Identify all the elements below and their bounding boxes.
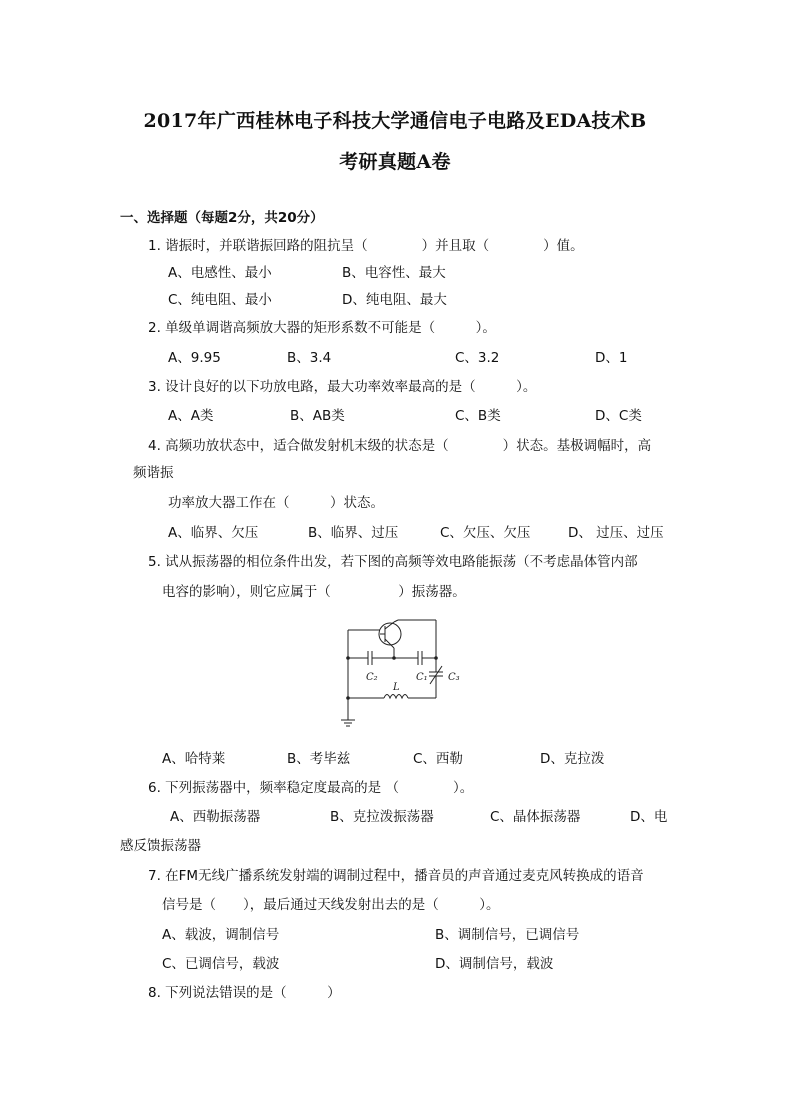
question-4-option-a: A、临界、欠压 [168, 525, 259, 541]
question-7-option-c: C、已调信号，载波 [162, 956, 280, 972]
question-2-option-b: B、3.4 [287, 350, 332, 366]
question-1-option-a: A、电感性、最小 [168, 265, 272, 281]
label-c3: C₃ [448, 672, 460, 683]
label-c2: C₂ [366, 672, 378, 683]
question-7-option-a: A、载波，调制信号 [162, 927, 280, 943]
question-4-option-b: B、临界、过压 [308, 525, 399, 541]
document-title-line2: 考研真题A卷 [339, 151, 451, 173]
question-7-option-b: B、调制信号，已调信号 [435, 927, 580, 943]
question-5-option-b: B、考毕兹 [287, 751, 351, 767]
question-6-stem: 6. 下列振荡器中，频率稳定度最高的是 （ ）。 [148, 780, 474, 796]
question-4-stem-line3: 功率放大器工作在（ ）状态。 [168, 495, 384, 511]
question-6-option-c: C、晶体振荡器 [490, 809, 581, 825]
question-4-stem-line1: 4. 高频功放状态中，适合做发射机末级的状态是（ ）状态。基极调幅时，高 [148, 438, 652, 454]
question-1-option-d: D、纯电阻、最大 [342, 292, 447, 308]
label-l: L [393, 682, 400, 693]
question-3-option-a: A、A类 [168, 408, 214, 424]
question-2-stem: 2. 单级单调谐高频放大器的矩形系数不可能是（ ）。 [148, 320, 496, 336]
question-6-option-d: D、电 [630, 809, 668, 825]
question-3-option-b: B、AB类 [290, 408, 345, 424]
question-5-option-a: A、哈特莱 [162, 751, 226, 767]
question-7-stem-line2: 信号是（ ），最后通过天线发射出去的是（ ）。 [162, 897, 500, 913]
question-6-option-b: B、克拉泼振荡器 [330, 809, 434, 825]
question-3-option-c: C、B类 [455, 408, 501, 424]
oscillator-circuit-diagram [338, 604, 468, 732]
question-3-stem: 3. 设计良好的以下功放电路，最大功率效率最高的是（ ）。 [148, 379, 537, 395]
question-5-option-c: C、西勒 [413, 751, 463, 767]
question-5-option-d: D、克拉泼 [540, 751, 605, 767]
question-2-option-a: A、9.95 [168, 350, 221, 366]
question-8-stem: 8. 下列说法错误的是（ ） [148, 985, 341, 1001]
label-c1: C₁ [416, 672, 428, 683]
question-5-stem-line2: 电容的影响），则它应属于（ ）振荡器。 [162, 584, 466, 600]
question-2-option-d: D、1 [595, 350, 628, 366]
question-1-stem: 1. 谐振时，并联谐振回路的阻抗呈（ ）并且取（ ）值。 [148, 238, 584, 254]
section-heading: 一、选择题（每题2分，共20分） [120, 210, 324, 226]
question-1-option-b: B、电容性、最大 [342, 265, 446, 281]
question-7-option-d: D、调制信号，载波 [435, 956, 554, 972]
question-6-option-a: A、西勒振荡器 [170, 809, 261, 825]
question-4-option-c: C、欠压、欠压 [440, 525, 531, 541]
question-1-option-c: C、纯电阻、最小 [168, 292, 272, 308]
question-7-stem-line1: 7. 在FM无线广播系统发射端的调制过程中，播音员的声音通过麦克风转换成的语音 [148, 868, 644, 884]
question-5-stem-line1: 5. 试从振荡器的相位条件出发，若下图的高频等效电路能振荡（不考虑晶体管内部 [148, 554, 638, 570]
document-title-line1: 2017年广西桂林电子科技大学通信电子电路及EDA技术B [143, 110, 647, 132]
question-3-option-d: D、C类 [595, 408, 642, 424]
question-4-stem-line2: 频谐振 [133, 465, 174, 481]
question-2-option-c: C、3.2 [455, 350, 500, 366]
question-6-continuation: 感反馈振荡器 [120, 838, 201, 854]
question-4-option-d: D、 过压、过压 [568, 525, 664, 541]
